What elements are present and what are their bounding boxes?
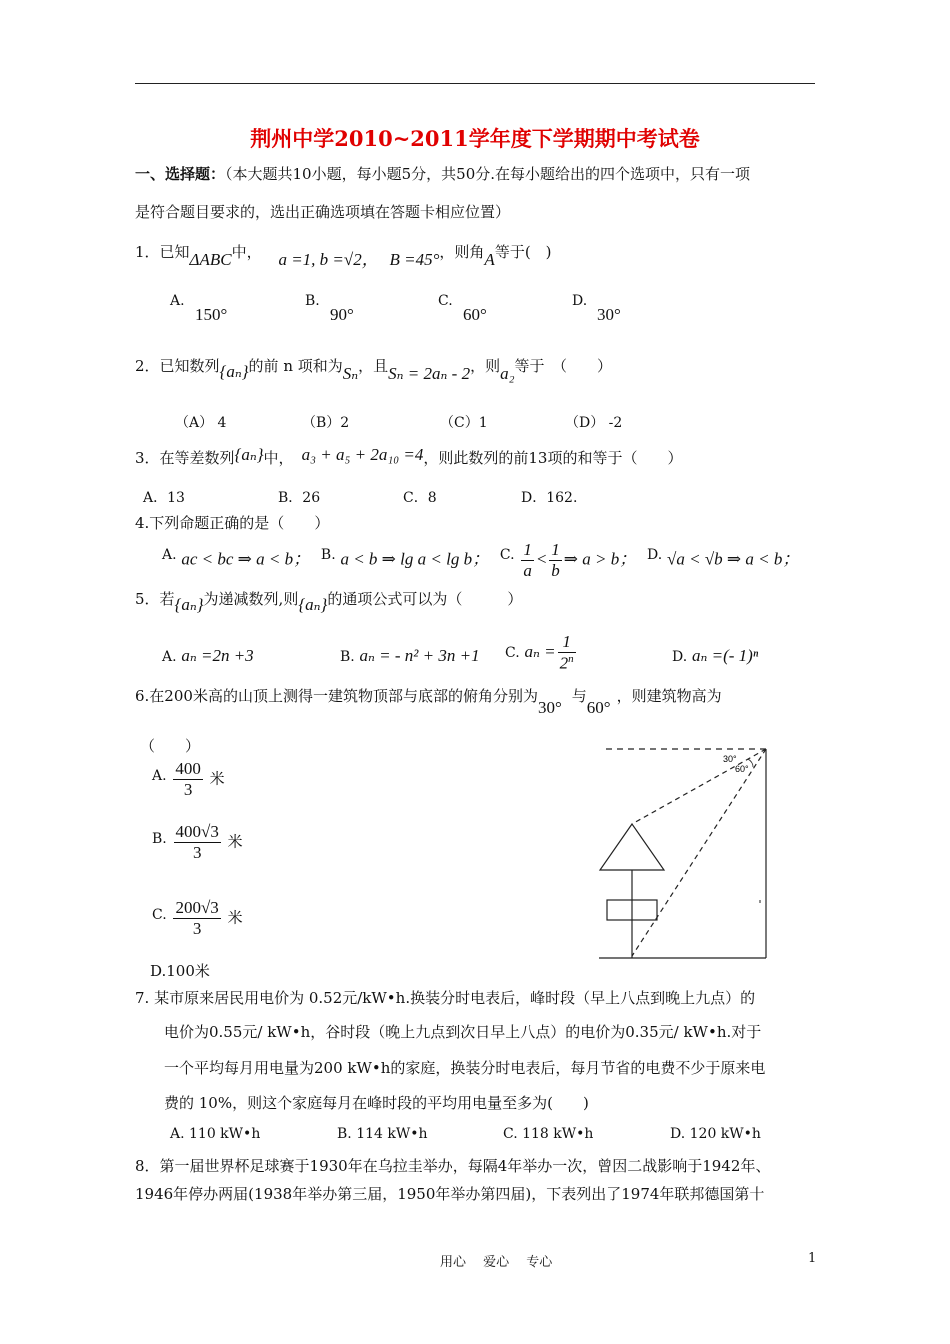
q1-option-a: A. xyxy=(170,293,185,309)
q3-lead: 3．在等差数列 xyxy=(135,449,235,467)
figure-angle-60: 60° xyxy=(735,764,749,774)
q2-mid2: ，且 xyxy=(358,357,389,375)
q5-end: 的通项公式可以为（ ） xyxy=(327,590,523,608)
q5-lead: 5．若 xyxy=(135,590,175,608)
q2-option-a: （A） 4 xyxy=(175,415,227,431)
q6-option-a: A. $\frac{400}{3}$ 米 xyxy=(152,759,225,799)
q5-option-b: B. aₙ = - n² + 3n +1 xyxy=(340,646,480,665)
q4-option-a-label: A. xyxy=(162,546,177,563)
q7-option-b: B. 114 kW•h xyxy=(337,1126,428,1142)
q1-lead: 1．已知 xyxy=(135,243,190,261)
q3-option-c: C．8 xyxy=(403,490,437,506)
q6-paren: （ ） xyxy=(140,737,201,755)
q3-mid: 中， xyxy=(263,449,294,467)
q4-option-c-expr: ⇒ a > b； xyxy=(563,549,637,569)
q2-a2: a₂ xyxy=(500,364,515,383)
q6-figure xyxy=(590,740,780,965)
question-6 xyxy=(135,685,722,717)
footer-text: 用心 爱心 专心 xyxy=(440,1255,553,1270)
q1-var-a: A xyxy=(484,250,495,269)
q5-option-a: A. aₙ =2n +3 xyxy=(162,646,254,665)
q7-option-a: A. 110 kW•h xyxy=(170,1126,261,1142)
q6-angle1: 30° xyxy=(537,698,562,717)
exam-title: 荆州中学2010~2011学年度下学期期中考试卷 xyxy=(250,126,700,151)
q1-option-d: D. xyxy=(572,293,588,309)
q3-option-a: A．13 xyxy=(143,490,185,506)
q4-option-b-label: B. xyxy=(320,546,336,563)
q1-triangle: ΔABC xyxy=(189,250,232,269)
q6-option-b: B. $\frac{400√3}{3}$ 米 xyxy=(152,822,243,862)
q6-option-d: D.100米 xyxy=(150,962,210,980)
q4-option-c-frac2: $\frac{1}{b}$ xyxy=(551,540,560,580)
q6-lead: 6.在200米高的山顶上测得一建筑物顶部与底部的俯角分别为 xyxy=(135,687,538,705)
header-rule xyxy=(135,83,815,84)
question-1 xyxy=(135,237,552,269)
q2-mid: 的前 n 项和为 xyxy=(248,357,343,375)
figure-angle-30: 30° xyxy=(723,754,737,764)
q2-mid3: ，则 xyxy=(470,357,501,375)
q4-option-d-label: D. xyxy=(647,546,663,563)
q5-option-c: C. aₙ = $\frac{1}{2^n}$ xyxy=(505,632,574,673)
q1-mid: 中， xyxy=(231,243,262,261)
q1-end: 等于( ) xyxy=(494,243,552,261)
question-2 xyxy=(135,355,613,383)
q4-option-c-label: C. xyxy=(499,546,515,563)
q5-option-c-frac: $\frac{1}{2^n}$ xyxy=(559,632,574,673)
q2-relation: Sₙ = 2aₙ - 2 xyxy=(388,364,471,383)
q2-option-b: （B）2 xyxy=(302,415,350,431)
q4-option-b-expr: a < b ⇒ lg a < lg b； xyxy=(340,549,490,569)
q5-seq2: {aₙ} xyxy=(298,595,328,614)
q2-sn: Sₙ xyxy=(342,364,359,383)
q5-option-d: D. aₙ =(- 1)ⁿ xyxy=(672,646,759,665)
q4-option-a-expr: ac < bc ⇒ a < b； xyxy=(181,549,311,569)
q1-tail: ，则角 xyxy=(439,243,485,261)
q2-option-d: （D） -2 xyxy=(565,415,623,431)
q2-seq: {aₙ} xyxy=(219,362,249,381)
q2-option-c: （C）1 xyxy=(440,415,488,431)
q1-option-b: B. xyxy=(305,293,320,309)
q1-option-c-value: 60° xyxy=(463,305,487,324)
question-5 xyxy=(135,588,523,614)
q2-lead: 2．已知数列 xyxy=(135,357,220,375)
q3-equation: a₃ + a₅ + 2a₁₀ =4 xyxy=(301,445,424,464)
q3-option-d: D．162. xyxy=(521,490,578,506)
q7-line3: 一个平均每月用电量为200 kW•h的家庭，换装分时电表后，每月节省的电费不少于原来电 xyxy=(164,1059,766,1077)
q1-option-b-value: 90° xyxy=(330,305,354,324)
section-intro xyxy=(135,163,750,184)
q6-mid: 与 xyxy=(571,687,587,705)
page-number: 1 xyxy=(808,1251,817,1266)
q1-option-d-value: 30° xyxy=(597,305,621,324)
section-heading: 一、选择题： xyxy=(135,165,226,183)
q7-option-d: D. 120 kW•h xyxy=(670,1126,761,1142)
q4-option-d-expr: √a < √b ⇒ a < b； xyxy=(667,549,800,569)
q5-mid: 为递减数列,则 xyxy=(203,590,299,608)
q5-seq: {aₙ} xyxy=(174,595,204,614)
q3-end: ，则此数列的前13项的和等于（ ） xyxy=(423,449,683,467)
q1-option-a-value: 150° xyxy=(195,305,228,324)
question-3 xyxy=(135,447,682,468)
section-intro-line1: （本大题共10小题，每小题5分，共50分.在每小题给出的四个选项中，只有一项 xyxy=(225,165,751,183)
q1-angle: B =45° xyxy=(389,250,440,269)
q6-end: ，则建筑物高为 xyxy=(616,687,722,705)
q7-line4: 费的 10%，则这个家庭每月在峰时段的平均用电量至多为( ) xyxy=(164,1094,589,1112)
q8-line2: 1946年停办两届(1938年举办第三届，1950年举办第四届)，下表列出了1974年联邦德国第十 xyxy=(135,1185,765,1203)
q6-angle2: 60° xyxy=(586,698,611,717)
q6-option-c: C. $\frac{200√3}{3}$ 米 xyxy=(152,898,243,938)
q1-given: a =1, b =√2， xyxy=(278,250,379,269)
q7-line1: 7. 某市原来居民用电价为 0.52元/kW•h.换装分时电表后，峰时段（早上八点到晚上九点）的 xyxy=(135,989,756,1007)
q7-line2: 电价为0.55元/ kW•h，谷时段（晚上九点到次日早上八点）的电价为0.35元/ kW•h.对于 xyxy=(164,1023,762,1041)
q7-option-c: C. 118 kW•h xyxy=(503,1126,594,1142)
q1-option-c: C. xyxy=(438,293,453,309)
q8-line1: 8．第一届世界杯足球赛于1930年在乌拉圭举办，每隔4年举办一次，曾因二战影响于1942年、 xyxy=(135,1157,771,1175)
q4-option-c-frac1: $\frac{1}{a}$ xyxy=(523,540,532,580)
q3-option-b: B．26 xyxy=(278,490,321,506)
question-4: 4.下列命题正确的是（ ） xyxy=(135,514,330,532)
q2-end: 等于 （ ） xyxy=(514,357,613,375)
section-intro-line2: 是符合题目要求的，选出正确选项填在答题卡相应位置） xyxy=(135,203,511,221)
q4-options: A. ac < bc ⇒ a < b； B. a < b ⇒ lg a < lg b； C. $\frac{1}{a}$ < $\frac{1}{b}$ ⇒ a > b； D. √a < √b ⇒ a < b； xyxy=(162,540,800,580)
q3-seq: {aₙ} xyxy=(234,445,264,464)
